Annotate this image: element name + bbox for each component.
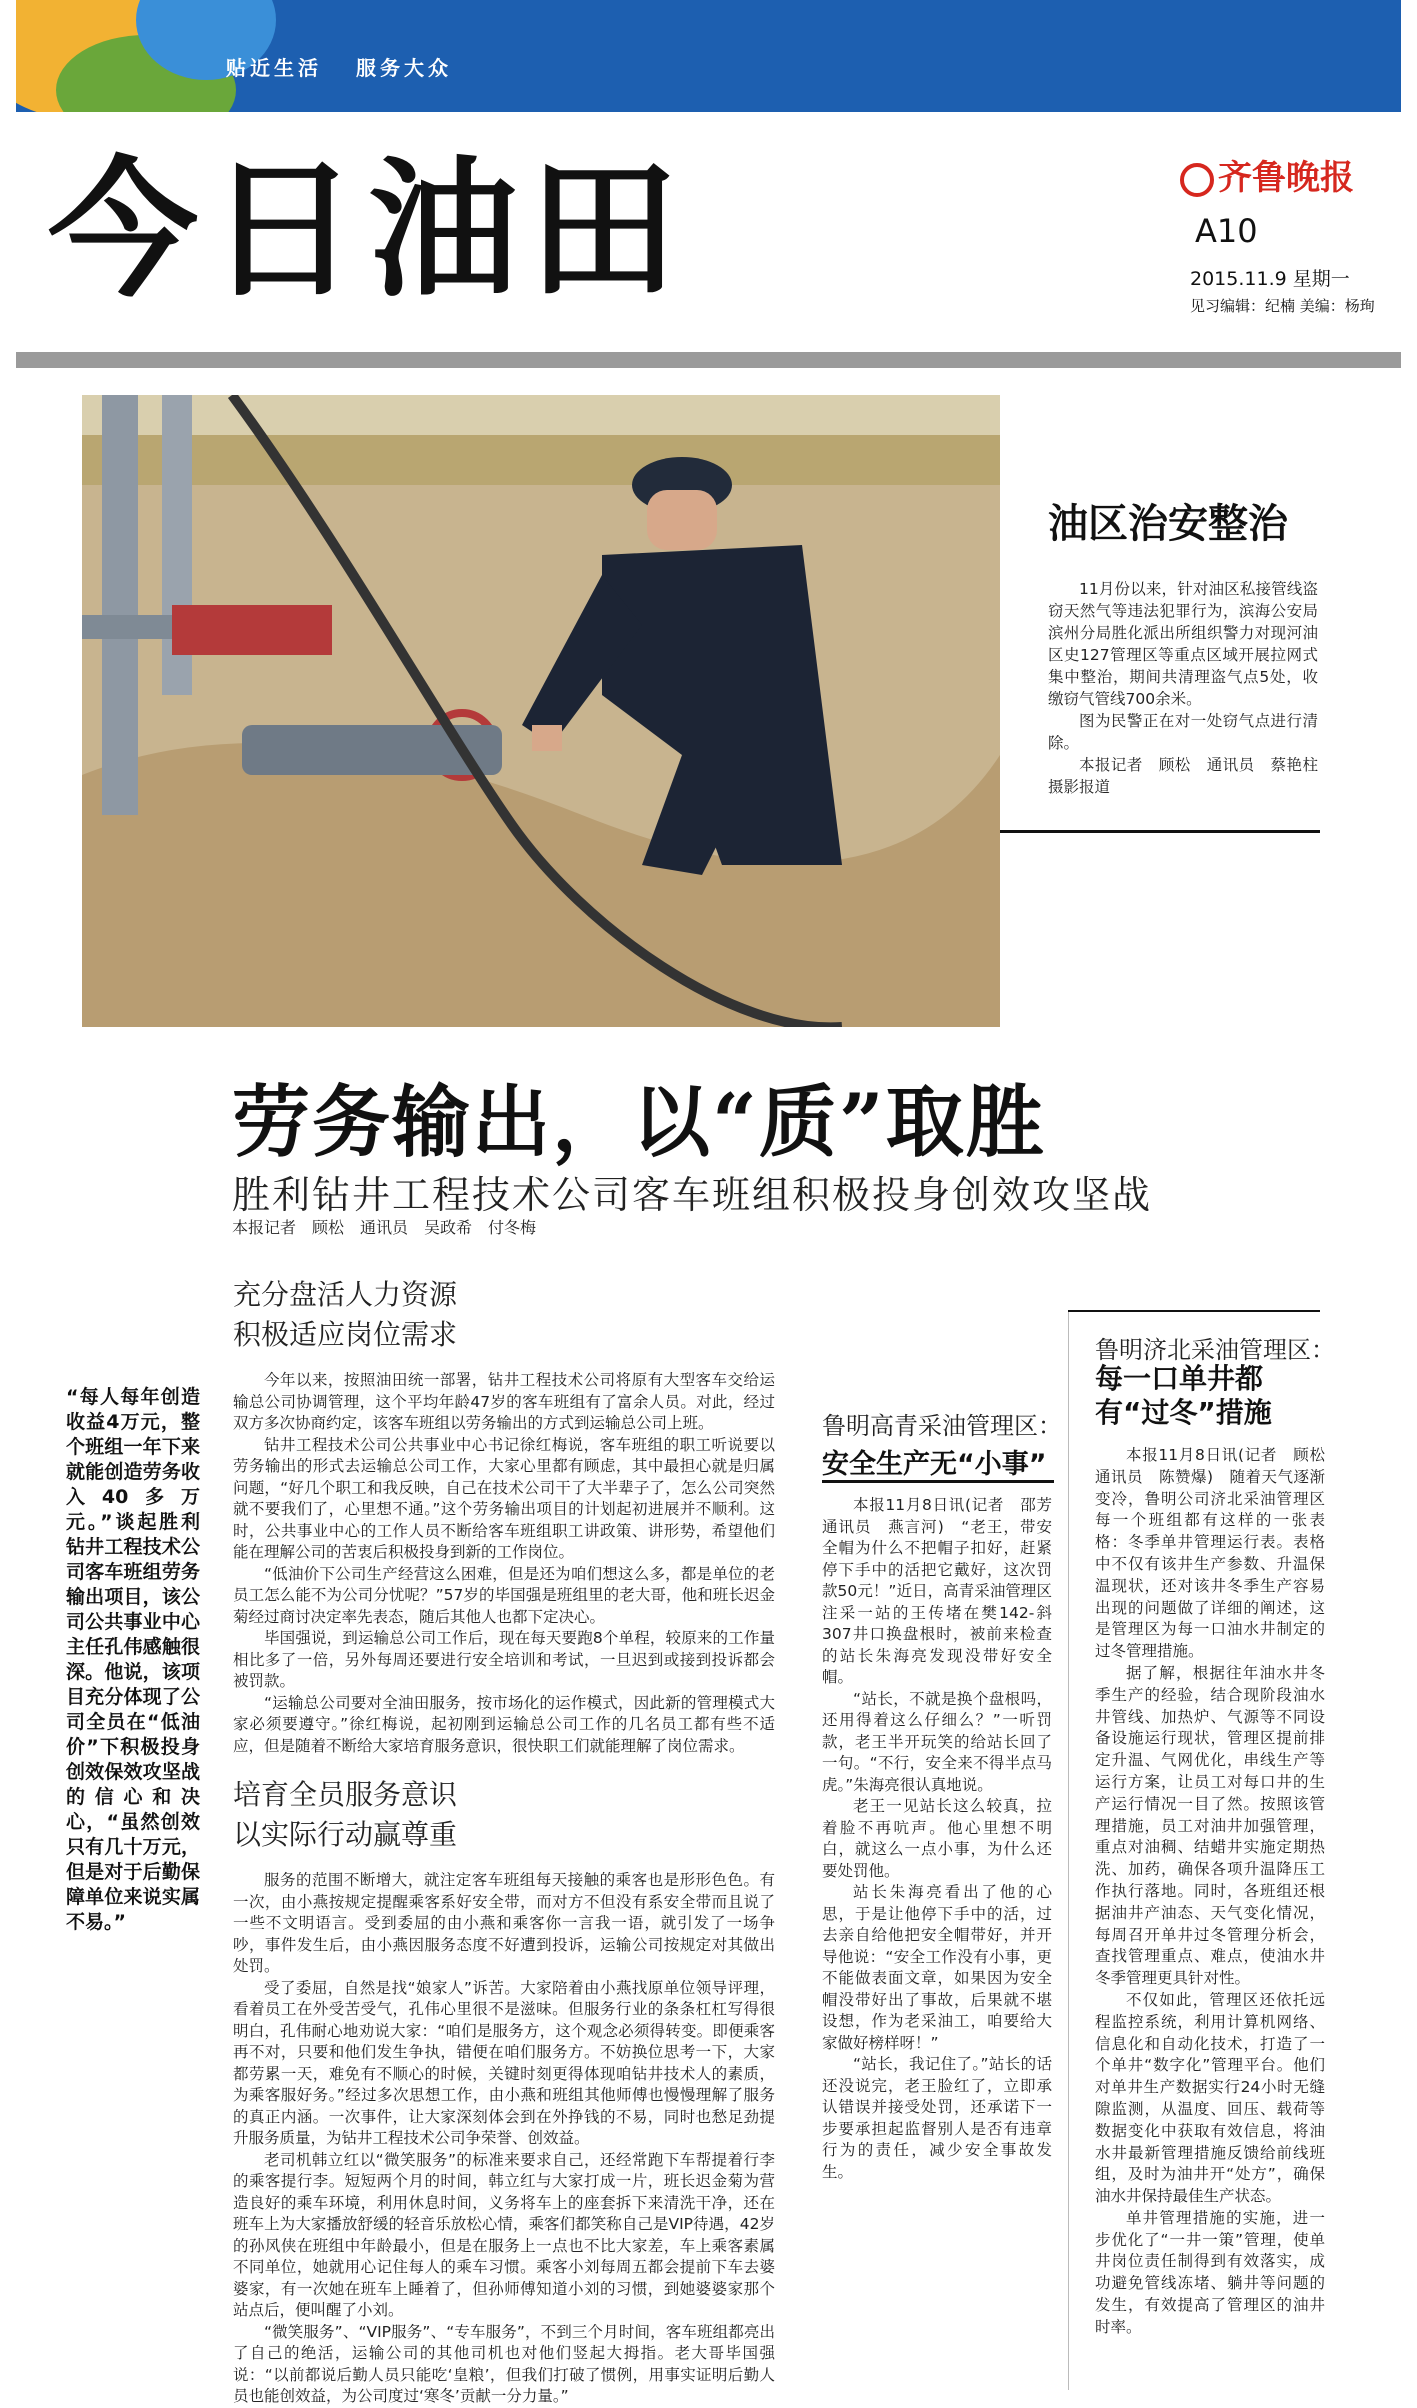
- photo-illustration: [82, 395, 1000, 1027]
- right-article-kicker: 鲁明济北采油管理区：: [1095, 1336, 1335, 1364]
- middle-article-title: 安全生产无“小事”: [822, 1449, 1047, 1480]
- caption-paragraph: 图为民警正在对一处窃气点进行清除。: [1048, 712, 1318, 752]
- main-article-section-2: [233, 1870, 775, 2408]
- caption-paragraph: 11月份以来，针对油区私接管线盗窃天然气等违法犯罪行为，滨海公安局滨州分局胜化派出所组织警力对现河油区史127管理区等重点区域开展拉网式集中整治，期间共清理盗气点5处，收缴窃气管线700余米。: [1048, 580, 1318, 708]
- banner-slogan: [226, 52, 486, 81]
- article-paragraph: 今年以来，按照油田统一部署，钻井工程技术公司将原有大型客车交给运输总公司协调管理，这个平均年龄47岁的客车班组有了富余人员。对此，经过双方多次协商约定，该客车班组以劳务输出的方式到运输总公司上班。: [233, 1371, 775, 1432]
- photo-caption-body: [1048, 578, 1334, 798]
- issue-date: 2015.11.9 星期一: [1190, 268, 1350, 290]
- main-article-section-1: [233, 1370, 775, 1757]
- masthead-divider: [16, 352, 1401, 368]
- main-subheadline: 胜利钻井工程技术公司客车班组积极投身创效攻坚战: [232, 1173, 1153, 1217]
- top-banner: [16, 0, 1401, 112]
- section-subtitle-2: [233, 1775, 457, 1855]
- middle-article-body: [822, 1495, 1068, 2183]
- pull-quote: “每人每年创造收益4万元，整个班组一年下来就能创造劳务收入40多万元。”谈起胜利钻井工程技术公司客车班组劳务输出项目，该公司公共事业中心主任孔伟感触很深。他说，该项目充分体现了公司全员在“低油价”下积极投身创效保效攻坚战的信心和决心，“虽然创效只有几十万元，但是对于后勤保障单位来说实属不易。”: [66, 1386, 200, 1933]
- article-paragraph: 钻井工程技术公司公共事业中心书记徐红梅说，客车班组的职工听说要以劳务输出的形式去运输总公司工作，大家心里都有顾虑，其中最担心就是归属问题，“好几个职工和我反映，自己在技术公司干了大半辈子了，怎么公司突然就不要我们了，心里想不通。”这个劳务输出项目的计划起初进展并不顺利。这时，公共事业中心的工作人员不断给客车班组职工讲政策、讲形势，希望他们能在理解公司的苦衷后积极投身到新的工作岗位。: [233, 1435, 775, 1561]
- main-byline: 本报记者 顾松 通讯员 吴政希 付冬梅: [232, 1218, 537, 1237]
- column-divider: [1068, 1310, 1069, 2390]
- article-paragraph: 本报11月8日讯(记者 邵芳 通讯员 燕言河) “老王，带安全帽为什么不把帽子扣好，赶紧停下手中的活把它戴好，这次罚款50元！”近日，高青采油管理区注采一站的王传堵在樊142-斜307井口换盘根时，被前来检查的站长朱海亮发现没带好安全帽。: [822, 1496, 1068, 1686]
- article-paragraph: 单井管理措施的实施，进一步优化了“一井一策”管理，使单井岗位责任制得到有效落实，成功避免管线冻堵、躺井等问题的发生，有效提高了管理区的油井时率。: [1095, 2208, 1325, 2336]
- subtitle-line: 充分盘活人力资源: [233, 1278, 458, 1311]
- subtitle-line: 积极适应岗位需求: [233, 1318, 458, 1351]
- newspaper-logo: [1180, 150, 1354, 199]
- article-paragraph: 老司机韩立红以“微笑服务”的标准来要求自己，还经常跑下车帮提着行李的乘客提行李。短短两个月的时间，韩立红与大家打成一片，班长迟金菊为营造良好的乘车环境，利用休息时间，义务将车上的座套拆下来清洗干净，还在班车上为大家播放舒缓的轻音乐放松心情，乘客们都笑称自己是VIP待遇，42岁的孙风侠在班组中年龄最小，但是在服务上一点也不比大家差，车上乘客素属不同单位，她就用心记住每人的乘车习惯。乘客小刘每周五都会提前下车去婆婆家，有一次她在班车上睡着了，但孙师傅知道小刘的习惯，到她婆婆家那个站点后，便叫醒了小刘。: [233, 2150, 775, 2319]
- article-paragraph: 毕国强说，到运输总公司工作后，现在每天要跑8个单程，较原来的工作量相比多了一倍，另外每周还要进行安全培训和考试，一旦迟到或接到投诉都会被罚款。: [233, 1629, 775, 1690]
- main-headline: 劳务输出，以“质”取胜: [232, 1077, 1046, 1168]
- caption-credit: 本报记者 顾松 通讯员 蔡艳柱 摄影报道: [1048, 756, 1334, 796]
- masthead-title: 今日油田: [48, 142, 689, 318]
- middle-article-divider: [822, 1480, 1054, 1483]
- caption-divider: [1000, 830, 1320, 833]
- article-paragraph: 据了解，根据往年油水井冬季生产的经验，结合现阶段油水井管线、加热炉、气源等不同设备设施运行现状，管理区提前排定升温、气网优化，串线生产等运行方案，让员工对每口井的生产运行情况一目了然。按照该管理措施，员工对油井加强管理，重点对油稠、结蜡井实施定期热洗、加药，确保各项升温降压工作执行落地。同时，各班组还根据油井产油态、天气变化情况，每周召开单井过冬管理分析会，查找管理重点、难点，使油水井冬季管理更具针对性。: [1095, 1663, 1325, 1988]
- page-number: A10: [1195, 212, 1258, 250]
- right-article-top-rule: [1068, 1310, 1320, 1312]
- editors-line: 见习编辑：纪楠 美编：杨珣: [1190, 297, 1375, 315]
- section-subtitle-1: [233, 1275, 457, 1355]
- middle-article-kicker: 鲁明高青采油管理区：: [822, 1412, 1062, 1440]
- news-photo: [82, 395, 1000, 1027]
- article-paragraph: 站长朱海亮看出了他的心思，于是让他停下手中的活，过去亲自给他把安全帽带好，并开导他说：“安全工作没有小事，更不能做表面文章，如果因为安全帽没带好出了事故，后果就不堪设想，作为老采油工，咱要给大家做好榜样呀！”: [822, 1883, 1052, 2052]
- slogan-1: 贴近生活: [226, 56, 322, 80]
- article-paragraph: 不仅如此，管理区还依托远程监控系统，利用计算机网络、信息化和自动化技术，打造了一个单井“数字化”管理平台。他们对单井生产数据实行24小时无缝隙监测，从温度、回压、载荷等数据变化中获取有效信息，将油水井最新管理措施反馈给前线班组，及时为油井开“处方”，确保油水井保持最佳生产状态。: [1095, 1990, 1325, 2206]
- logo-mark-icon: [1180, 163, 1214, 197]
- subtitle-line: 培育全员服务意识: [233, 1778, 458, 1811]
- right-article-title: 每一口单井都有“过冬”措施: [1095, 1362, 1272, 1429]
- photo-caption-title: 油区治安整治: [1048, 501, 1288, 547]
- article-paragraph: 服务的范围不断增大，就注定客车班组每天接触的乘客也是形形色色。有一次，由小燕按规定提醒乘客系好安全带，而对方不但没有系安全带而且说了一些不文明语言。受到委屈的由小燕和乘客你一言我一语，就引发了一场争吵，事件发生后，由小燕因服务态度不好遭到投诉，运输公司按规定对其做出处罚。: [233, 1871, 775, 1975]
- article-paragraph: 受了委屈，自然是找“娘家人”诉苦。大家陪着由小燕找原单位领导评理，看着员工在外受苦受气，孔伟心里很不是滋味。但服务行业的条条杠杠写得很明白，孔伟耐心地劝说大家：“咱们是服务方，这个观念必须得转变。即便乘客再不对，只要和他们发生争执，错便在咱们服务方。不妨换位思考一下，大家都劳累一天，难免有不顺心的时候，关键时刻更得体现咱钻井技术人的素质，为乘客服好务。”经过多次思想工作，由小燕和班组其他师傅也慢慢理解了服务的真正内涵。一次事件，让大家深刻体会到在外挣钱的不易，同时也愁足劲提升服务质量，为钻井工程技术公司争荣誉、创效益。: [233, 1978, 775, 2147]
- subtitle-line: 以实际行动赢尊重: [233, 1818, 458, 1851]
- article-paragraph: “运输总公司要对全油田服务，按市场化的运作模式，因此新的管理模式大家必须要遵守。”徐红梅说，起初刚到运输总公司工作的几名员工都有些不适应，但是随着不断给大家培育服务意识，很快职工们就能理解了岗位需求。: [233, 1693, 775, 1755]
- article-paragraph: “站长，我记住了。”站长的话还没说完，老王脸红了，立即承认错误并接受处罚，还承诺下一步要承担起监督别人是否有违章行为的责任，减少安全事故发生。: [822, 2055, 1052, 2181]
- article-paragraph: 本报11月8日讯(记者 顾松 通讯员 陈赞爆) 随着天气逐渐变冷，鲁明公司济北采油管理区每一个班组都有这样的一张表格：冬季单井管理运行表。表格中不仅有该井生产参数、升温保温现状，还对该井冬季生产容易出现的问题做了详细的阐述，这是管理区为每一口油水井制定的过冬管理措施。: [1095, 1446, 1341, 1661]
- article-paragraph: “低油价下公司生产经营这么困难，但是还为咱们想这么多，都是单位的老员工怎么能不为公司分忧呢？”57岁的毕国强是班组里的老大哥，他和班长迟金菊经过商讨决定率先表态，随后其他人也都下定决心。: [233, 1564, 775, 1626]
- article-paragraph: “站长，不就是换个盘根吗，还用得着这么仔细么？”一听罚款，老王半开玩笑的给站长回了一句。“不行，安全来不得半点马虎。”朱海亮很认真地说。: [822, 1689, 1052, 1794]
- article-paragraph: “微笑服务”、“VIP服务”、“专车服务”，不到三个月时间，客车班组都亮出了自己的绝活，运输公司的其他司机也对他们竖起大拇指。老大哥毕国强说：“以前都说后勤人员只能吃‘皇粮’，但我们打破了惯例，用事实证明后勤人员也能创效益，为公司度过‘寒冬’贡献一分力量。”: [233, 2322, 775, 2405]
- article-paragraph: 老王一见站长这么较真，拉着脸不再吭声。他心里想不明白，就这么一点小事，为什么还要处罚他。: [822, 1797, 1052, 1880]
- logo-text: 齐鲁晚报: [1218, 158, 1354, 198]
- right-article-body: [1095, 1445, 1341, 2339]
- slogan-2: 服务大众: [356, 56, 452, 80]
